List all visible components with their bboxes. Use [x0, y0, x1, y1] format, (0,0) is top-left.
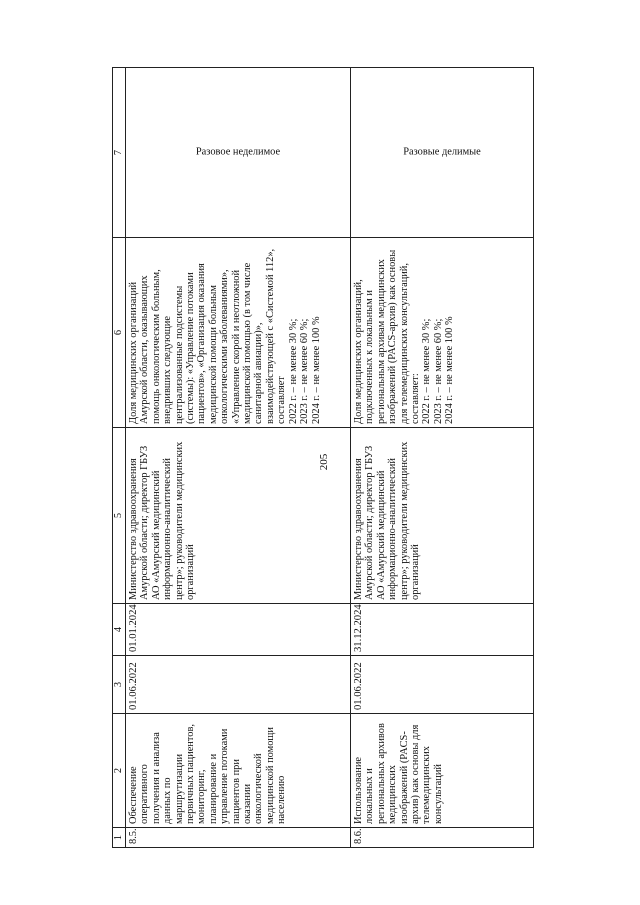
header-col-3: 3: [113, 656, 126, 714]
end-date: 01.01.2024: [126, 604, 351, 656]
end-date: 31.12.2024: [351, 604, 534, 656]
page-number: 205: [318, 453, 330, 471]
event-type: Разовое неделимое: [195, 146, 281, 158]
row-number: 8.5.: [126, 828, 351, 848]
result-indicator: [126, 238, 351, 428]
event-type-cell: [351, 68, 534, 238]
header-col-6: 6: [113, 238, 126, 428]
result-indicator-text: Доля медицинских организаций, подключенных к локальным и региональным архивам медицинских изображений (PACS-архив) как основы для телемедицинских консультаций, составляет: 2022 г. – не менее 30 %; 2023 г. – не менее 60 %; 2024 г. – не менее 100 %: [353, 249, 456, 424]
event-type: Разовые делимые: [403, 146, 481, 158]
start-date: 01.06.2022: [351, 656, 534, 714]
events-table: [112, 67, 534, 848]
header-col-7: 7: [113, 68, 126, 238]
start-date: 01.06.2022: [126, 656, 351, 714]
header-col-1: 1: [113, 828, 126, 848]
responsible-parties: Министерство здравоохранения Амурской области; директор ГБУЗ АО «Амурский медицинский информационно-аналитический центр»; руководители медицинских организаций: [126, 428, 351, 604]
result-indicator: [351, 238, 534, 428]
event-description: Обеспечение оперативного получения и анализа данных по маршрутизации первичных пациентов, мониторинг, планирование и управление потоками пациентов при оказании онкологической медицинской помощи населению: [126, 714, 351, 828]
rotated-table-container: [112, 68, 528, 848]
event-description: Использование локальных и региональных архивов медицинских изображений (PACS-архив) как основы для телемедицинских консультаций: [351, 714, 534, 828]
header-col-5: 5: [113, 428, 126, 604]
table-row: [126, 68, 351, 848]
row-number: 8.6.: [351, 828, 534, 848]
header-row: [113, 68, 126, 848]
responsible-parties: Министерство здравоохранения Амурской области; директор ГБУЗ АО «Амурский медицинский информационно-аналитический центр»; руководители медицинских организаций: [351, 428, 534, 604]
table-row: [351, 68, 534, 848]
header-col-4: 4: [113, 604, 126, 656]
header-col-2: 2: [113, 714, 126, 828]
result-indicator-text: Доля медицинских организаций Амурской области, оказывающих помощь онкологическим больным, внедривших следующие централизованные подсистемы (системы): «Управление потоками пациентов», «Организация оказания медицинской помощи больным онкологическими заболеваниями», «Управление скорой и неотложной медицинской помощью (в том числе санитарной авиации)», взаимодействующей с «Системой 112», составляет 2022 г. – не менее 30 %; 2023 г. – не менее 60 %; 2024 г. – не менее 100 %: [128, 248, 322, 424]
event-type-cell: [126, 68, 351, 238]
